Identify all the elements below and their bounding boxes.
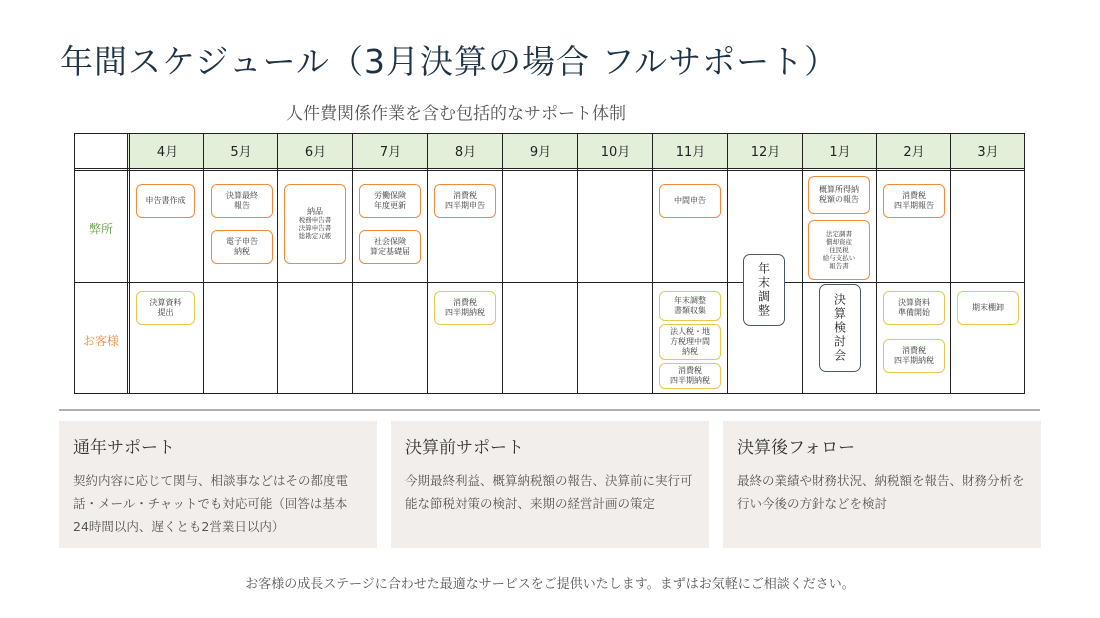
card-post-closing-title: 決算後フォロー	[737, 438, 856, 458]
month-header-sep: 9月	[529, 145, 552, 160]
office-task-jun-detail: 税務申告書 決算申告書 総勘定元帳	[298, 216, 332, 240]
schedule-table	[74, 133, 1025, 394]
office-task-jul-2: 社会保険 算定基礎届	[359, 230, 421, 264]
month-header-dec: 12月	[750, 145, 781, 160]
section-divider	[59, 409, 1040, 411]
page-subtitle: 人件費関係作業を含む包括的なサポート体制	[286, 104, 626, 124]
card-pre-closing-title: 決算前サポート	[405, 438, 524, 458]
office-task-jan-2: 法定調書 償却資産 住民税 給与支払い 報告書	[808, 220, 870, 280]
client-task-nov-2: 法人税・地 方税理中間 納税	[659, 324, 721, 360]
client-task-nov-3: 消費税 四半期納税	[659, 363, 721, 389]
card-pre-closing	[391, 421, 709, 548]
office-task-jan-1: 概算所得納 税額の報告	[808, 176, 870, 214]
office-task-aug: 消費税 四半期申告	[434, 184, 496, 218]
month-header-feb: 2月	[903, 145, 925, 160]
month-header-oct: 10月	[600, 145, 631, 160]
month-header-nov: 11月	[675, 145, 706, 160]
card-post-closing	[723, 421, 1041, 548]
office-task-may-2: 電子申告 納税	[211, 230, 273, 264]
office-task-feb: 消費税 四半期報告	[883, 184, 945, 218]
spanning-task-jan: 決算検討会	[819, 284, 861, 372]
client-task-apr: 決算資料 提出	[136, 291, 195, 325]
office-task-jun	[284, 184, 346, 264]
month-header-apr: 4月	[156, 145, 179, 160]
client-task-feb-1: 決算資料 準備開始	[883, 291, 945, 325]
card-pre-closing-body: 今期最終利益、概算納税額の報告、決算前に実行可能な節税対策の検討、来期の経営計画の策定	[405, 473, 693, 511]
month-header-jun: 6月	[304, 145, 327, 160]
month-header-aug: 8月	[454, 145, 477, 160]
row-label-office: 弊所	[88, 222, 113, 236]
client-task-aug: 消費税 四半期納税	[434, 291, 496, 325]
office-task-jun-title: 納品	[307, 207, 323, 217]
month-header-may: 5月	[230, 145, 252, 160]
client-task-mar: 期末棚卸	[957, 291, 1019, 325]
office-task-apr: 申告書作成	[136, 184, 195, 218]
office-task-jul-1: 労働保険 年度更新	[359, 184, 421, 218]
month-header-mar: 3月	[977, 145, 999, 160]
client-task-nov-1: 年末調整 書類収集	[659, 291, 721, 321]
card-year-round	[59, 421, 377, 548]
card-year-round-body: 契約内容に応じて関与、相談事などはその都度電話・メール・チャットでも対応可能（回答は基本24時間以内、遅くとも2営業日以内）	[73, 473, 349, 534]
office-task-may-1: 決算最終 報告	[211, 184, 273, 218]
row-label-client: お客様	[82, 334, 119, 348]
card-year-round-title: 通年サポート	[73, 438, 175, 458]
client-task-feb-2: 消費税 四半期納税	[883, 339, 945, 373]
month-header-jan: 1月	[829, 145, 851, 160]
office-task-nov: 中間申告	[659, 184, 721, 218]
page-title: 年間スケジュール（3月決算の場合 フルサポート）	[60, 42, 839, 81]
spanning-task-dec: 年末調整	[743, 254, 785, 326]
card-post-closing-body: 最終の業績や財務状況、納税額を報告、財務分析を行い今後の方針などを検討	[737, 473, 1025, 511]
month-header-jul: 7月	[379, 145, 402, 160]
footer-message: お客様の成長ステージに合わせた最適なサービスをご提供いたします。まずはお気軽にご相談ください。	[245, 577, 855, 592]
